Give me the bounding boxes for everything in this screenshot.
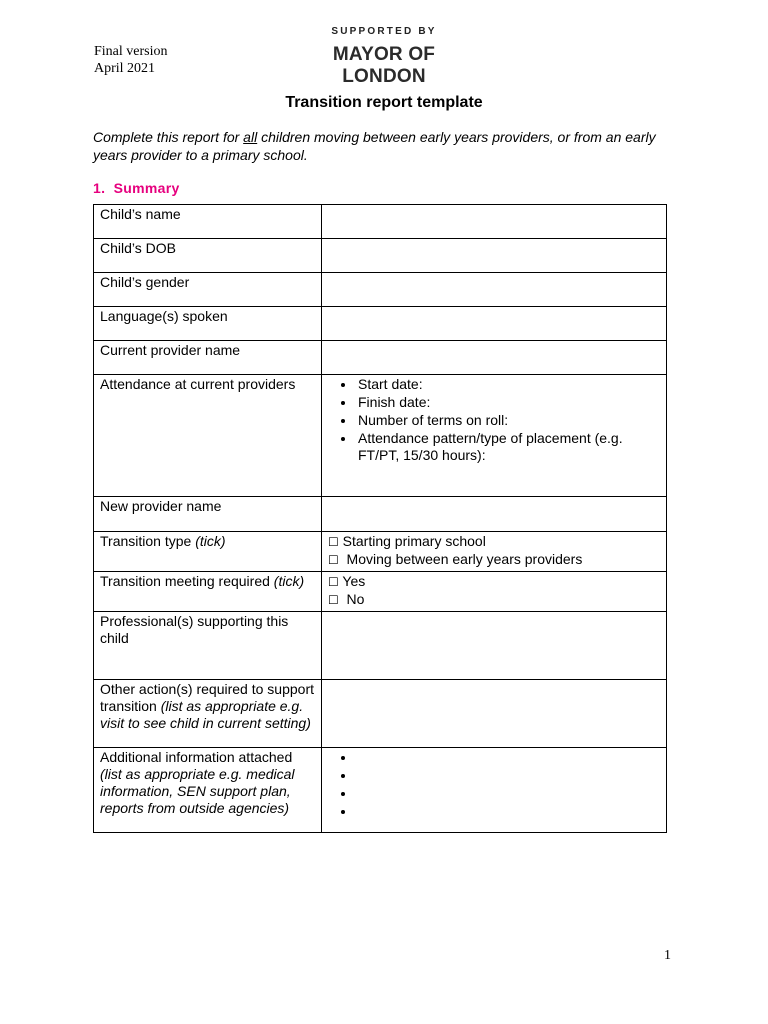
attendance-list <box>328 376 660 464</box>
version-date: April 2021 <box>94 61 156 76</box>
checkbox-icon[interactable]: ☐ <box>328 593 339 607</box>
checkbox-icon[interactable]: ☐ <box>328 535 339 549</box>
professionals-label: Professional(s) supporting this child <box>94 612 322 680</box>
intro-paragraph <box>93 128 683 164</box>
section-heading <box>93 180 180 196</box>
row-other-actions <box>94 680 667 748</box>
option-label: No <box>346 591 365 607</box>
current-provider-label: Current provider name <box>94 341 322 375</box>
supported-by-text: SUPPORTED BY <box>331 26 437 37</box>
other-actions-label-text: Other action(s) required to support transition <box>100 681 314 714</box>
attendance-label: Attendance at current providers <box>94 375 322 497</box>
additional-info-label <box>94 748 322 833</box>
new-provider-label: New provider name <box>94 497 322 532</box>
row-professionals <box>94 612 667 680</box>
mayor-of-london-logo: MAYOR OF LONDON <box>332 44 436 87</box>
section-title: Summary <box>113 180 180 196</box>
option-label: Yes <box>342 573 366 589</box>
transition-meeting-note: (tick) <box>273 573 305 589</box>
row-transition-meeting <box>94 572 667 612</box>
childs-gender-field[interactable] <box>322 273 667 307</box>
row-transition-type <box>94 532 667 572</box>
languages-field[interactable] <box>322 307 667 341</box>
attendance-terms: • Number of terms on roll: <box>356 412 660 429</box>
additional-info-label-text: Additional information attached <box>100 749 293 765</box>
intro-text-start: Complete this report for <box>93 129 244 145</box>
attendance-pattern: • Attendance pattern/type of placement (e.g. FT/PT, 15/30 hours): <box>356 430 660 464</box>
document-title: Transition report template <box>285 94 483 111</box>
additional-info-note: (list as appropriate e.g. medical information, SEN support plan, reports from outside agencies) <box>100 766 295 816</box>
childs-gender-label: Child’s gender <box>94 273 322 307</box>
current-provider-field[interactable] <box>322 341 667 375</box>
checkbox-icon[interactable]: ☐ <box>328 575 339 589</box>
row-attendance <box>94 375 667 497</box>
intro-text-end: children moving between early years providers, or from an early years provider to a primary school. <box>93 129 656 163</box>
row-current-provider <box>94 341 667 375</box>
option-label: Starting primary school <box>342 533 486 549</box>
childs-dob-label: Child’s DOB <box>94 239 322 273</box>
childs-name-label: Child’s name <box>94 205 322 239</box>
transition-meeting-label <box>94 572 322 612</box>
transition-type-note: (tick) <box>195 533 226 549</box>
version-info <box>94 43 168 77</box>
version-label: Final version <box>94 44 168 59</box>
childs-name-field[interactable] <box>322 205 667 239</box>
additional-info-item <box>356 785 660 802</box>
option-no[interactable] <box>328 591 660 609</box>
other-actions-note: (list as appropriate e.g. visit to see child in current setting) <box>100 698 311 731</box>
row-childs-name <box>94 205 667 239</box>
checkbox-icon[interactable]: ☐ <box>328 553 339 567</box>
option-moving-between[interactable] <box>328 551 660 569</box>
attendance-field[interactable] <box>322 375 667 497</box>
professionals-field[interactable] <box>322 612 667 680</box>
row-childs-dob <box>94 239 667 273</box>
transition-type-label-text: Transition type <box>100 533 196 549</box>
additional-info-item <box>356 803 660 820</box>
attendance-finish-date: • Finish date: <box>356 394 660 411</box>
transition-meeting-options <box>322 572 667 612</box>
option-starting-primary[interactable] <box>328 533 660 551</box>
row-languages <box>94 307 667 341</box>
transition-type-label <box>94 532 322 572</box>
additional-info-item <box>356 749 660 766</box>
summary-table <box>93 204 667 833</box>
row-additional-info <box>94 748 667 833</box>
childs-dob-field[interactable] <box>322 239 667 273</box>
transition-type-options <box>322 532 667 572</box>
section-number: 1. <box>93 180 106 196</box>
other-actions-field[interactable] <box>322 680 667 748</box>
additional-info-field[interactable] <box>322 748 667 833</box>
transition-meeting-label-text: Transition meeting required <box>100 573 274 589</box>
attendance-start-date: • Start date: <box>356 376 660 393</box>
additional-info-item <box>356 767 660 784</box>
other-actions-label <box>94 680 322 748</box>
row-new-provider <box>94 497 667 532</box>
option-label: Moving between early years providers <box>346 551 583 567</box>
intro-emphasis: all <box>243 129 258 145</box>
new-provider-field[interactable] <box>322 497 667 532</box>
languages-label: Language(s) spoken <box>94 307 322 341</box>
option-yes[interactable] <box>328 573 660 591</box>
additional-info-list <box>328 749 660 820</box>
page-number: 1 <box>664 948 671 963</box>
row-childs-gender <box>94 273 667 307</box>
